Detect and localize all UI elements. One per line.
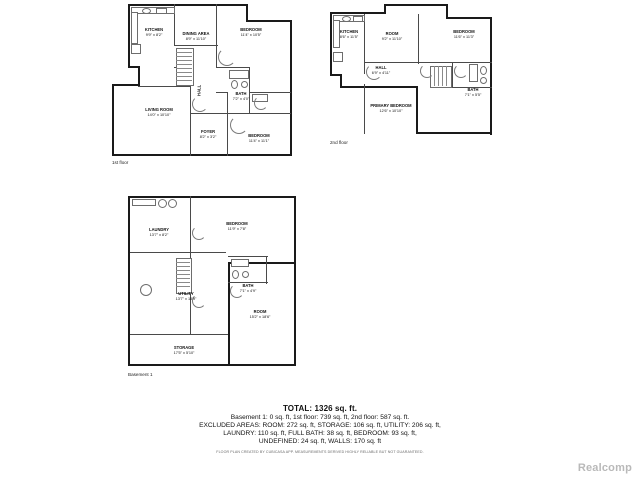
door-swing — [218, 48, 236, 66]
excluded-areas-line-2: LAUNDRY: 110 sq. ft, FULL BATH: 38 sq. ft, BEDROOM: 93 sq. ft, — [223, 430, 417, 437]
floor-area-breakdown: Basement 1: 0 sq. ft, 1st floor: 739 sq. ft, 2nd floor: 587 sq. ft. — [230, 414, 410, 421]
wall — [174, 45, 218, 46]
room-label: DINING AREA 8'9" x 11'10" — [182, 31, 210, 41]
stair-step — [176, 266, 190, 267]
sink-icon — [241, 81, 248, 88]
floor-label: 2nd floor — [330, 140, 348, 145]
room-label: KITCHEN 8'6" x 11'5" — [339, 29, 359, 39]
wall — [418, 14, 419, 64]
toilet-icon — [232, 270, 239, 279]
wall — [138, 86, 190, 87]
toilet-icon — [231, 80, 238, 89]
wall — [228, 262, 230, 366]
stair-step — [176, 270, 190, 271]
wall — [418, 62, 454, 63]
stair-step — [176, 262, 190, 263]
sink-icon — [142, 8, 151, 14]
stair-step — [176, 68, 192, 69]
wall — [216, 67, 250, 68]
wall — [128, 364, 296, 366]
wall — [227, 113, 291, 114]
wall — [330, 12, 332, 76]
stair-step — [176, 52, 192, 53]
second-floor-plan — [330, 4, 510, 164]
stair-step — [176, 80, 192, 81]
bathtub-icon — [229, 70, 249, 79]
toilet-icon — [480, 66, 487, 75]
bathtub-icon — [469, 64, 478, 82]
wall — [130, 334, 228, 335]
bathtub-icon — [231, 259, 249, 267]
stove-icon — [353, 16, 363, 23]
refrigerator-icon — [333, 52, 343, 62]
total-area: TOTAL: 1326 sq. ft. — [282, 404, 358, 413]
door-swing — [454, 64, 468, 78]
wall — [128, 4, 248, 6]
staircase — [176, 258, 192, 294]
wall — [294, 196, 296, 366]
wall — [190, 113, 228, 114]
first-floor-plan — [112, 4, 308, 165]
room-label: HALL 6'9" x 4'11" — [371, 65, 391, 75]
room-label: BATH 7'2" x 4'0" — [232, 91, 250, 101]
area-summary — [0, 404, 640, 454]
sink-icon — [342, 16, 351, 22]
stair-step — [442, 66, 443, 86]
wall — [290, 20, 292, 58]
wall — [249, 67, 250, 93]
floor-label: 1st floor — [112, 160, 129, 165]
counter — [132, 199, 156, 206]
wall — [330, 12, 386, 14]
door-swing — [192, 226, 206, 240]
stair-step — [176, 64, 192, 65]
stair-step — [176, 76, 192, 77]
wall — [228, 256, 268, 257]
wall — [190, 196, 191, 254]
wall — [130, 252, 226, 253]
washer-icon — [158, 199, 167, 208]
room-label: ROOM 9'2" x 11'10" — [381, 31, 403, 41]
room-label: BEDROOM 11'4" x 11'1" — [248, 133, 270, 143]
wall — [112, 84, 114, 156]
sink-icon — [242, 271, 249, 278]
wall — [128, 196, 130, 366]
stair-step — [176, 56, 192, 57]
room-label: BEDROOM 11'6" x 11'3" — [453, 29, 475, 39]
stair-step — [176, 72, 192, 73]
room-label: BEDROOM 11'4" x 10'5" — [240, 27, 262, 37]
stove-icon — [156, 8, 167, 15]
room-label: BATH 7'1" x 5'5" — [464, 87, 482, 97]
room-label: BATH 7'1" x 4'9" — [239, 283, 257, 293]
stair-step — [434, 66, 435, 86]
room-label: BEDROOM 11'9" x 7'8" — [226, 221, 248, 231]
excluded-areas-line-3: UNDEFINED: 24 sq. ft, WALLS: 170 sq. ft — [258, 438, 382, 445]
wall — [290, 56, 292, 156]
water-heater-icon — [140, 284, 152, 296]
wall — [112, 154, 292, 156]
wall — [340, 86, 418, 88]
room-label: ROOM 15'2" x 18'6" — [249, 309, 271, 319]
sink-icon — [480, 77, 487, 84]
wall — [128, 196, 296, 198]
door-swing — [230, 116, 248, 134]
stair-step — [176, 274, 190, 275]
room-label: PRIMARY BEDROOM 12'6" x 10'10" — [370, 103, 412, 113]
excluded-areas-line-1: EXCLUDED AREAS: ROOM: 272 sq. ft, STORAGE: 106 sq. ft, UTILITY: 206 sq. ft, — [199, 422, 441, 429]
wall — [246, 20, 292, 22]
wall — [384, 4, 448, 6]
wall — [416, 132, 492, 134]
wall — [227, 92, 228, 156]
wall — [446, 4, 448, 18]
watermark: Realcomp — [577, 462, 632, 474]
room-label: FOYER 8'2" x 3'2" — [199, 129, 217, 139]
door-swing — [254, 96, 268, 110]
wall — [446, 17, 492, 19]
room-label: STORAGE 17'5" x 5'10" — [173, 345, 195, 355]
stair-step — [176, 60, 192, 61]
room-label: KITCHEN 9'9" x 8'2" — [144, 27, 164, 37]
stair-step — [176, 278, 190, 279]
door-swing — [420, 64, 434, 78]
stair-step — [176, 282, 190, 283]
stair-step — [446, 66, 447, 86]
dryer-icon — [168, 199, 177, 208]
wall — [266, 256, 267, 284]
stair-step — [438, 66, 439, 86]
wall — [364, 14, 365, 74]
room-label: LAUNDRY 13'7" x 8'2" — [149, 227, 169, 237]
wall — [112, 84, 140, 86]
room-label: LIVING ROOM 14'0" x 10'10" — [145, 107, 173, 117]
floor-label: Basement 1 — [128, 372, 153, 377]
stair-step — [176, 286, 190, 287]
room-label: UTILITY 13'7" x 15'9" — [175, 291, 197, 301]
wall — [452, 62, 453, 88]
disclaimer: FLOOR PLAN CREATED BY CUBICASA APP. MEASUREMENTS DERIVED HIGHLY RELIABLE BUT NOT GUARANTEED. — [216, 450, 424, 454]
wall — [138, 66, 140, 86]
room-label: HALL — [196, 84, 202, 96]
basement-plan — [128, 196, 328, 386]
wall — [128, 4, 130, 66]
refrigerator-icon — [131, 44, 141, 54]
